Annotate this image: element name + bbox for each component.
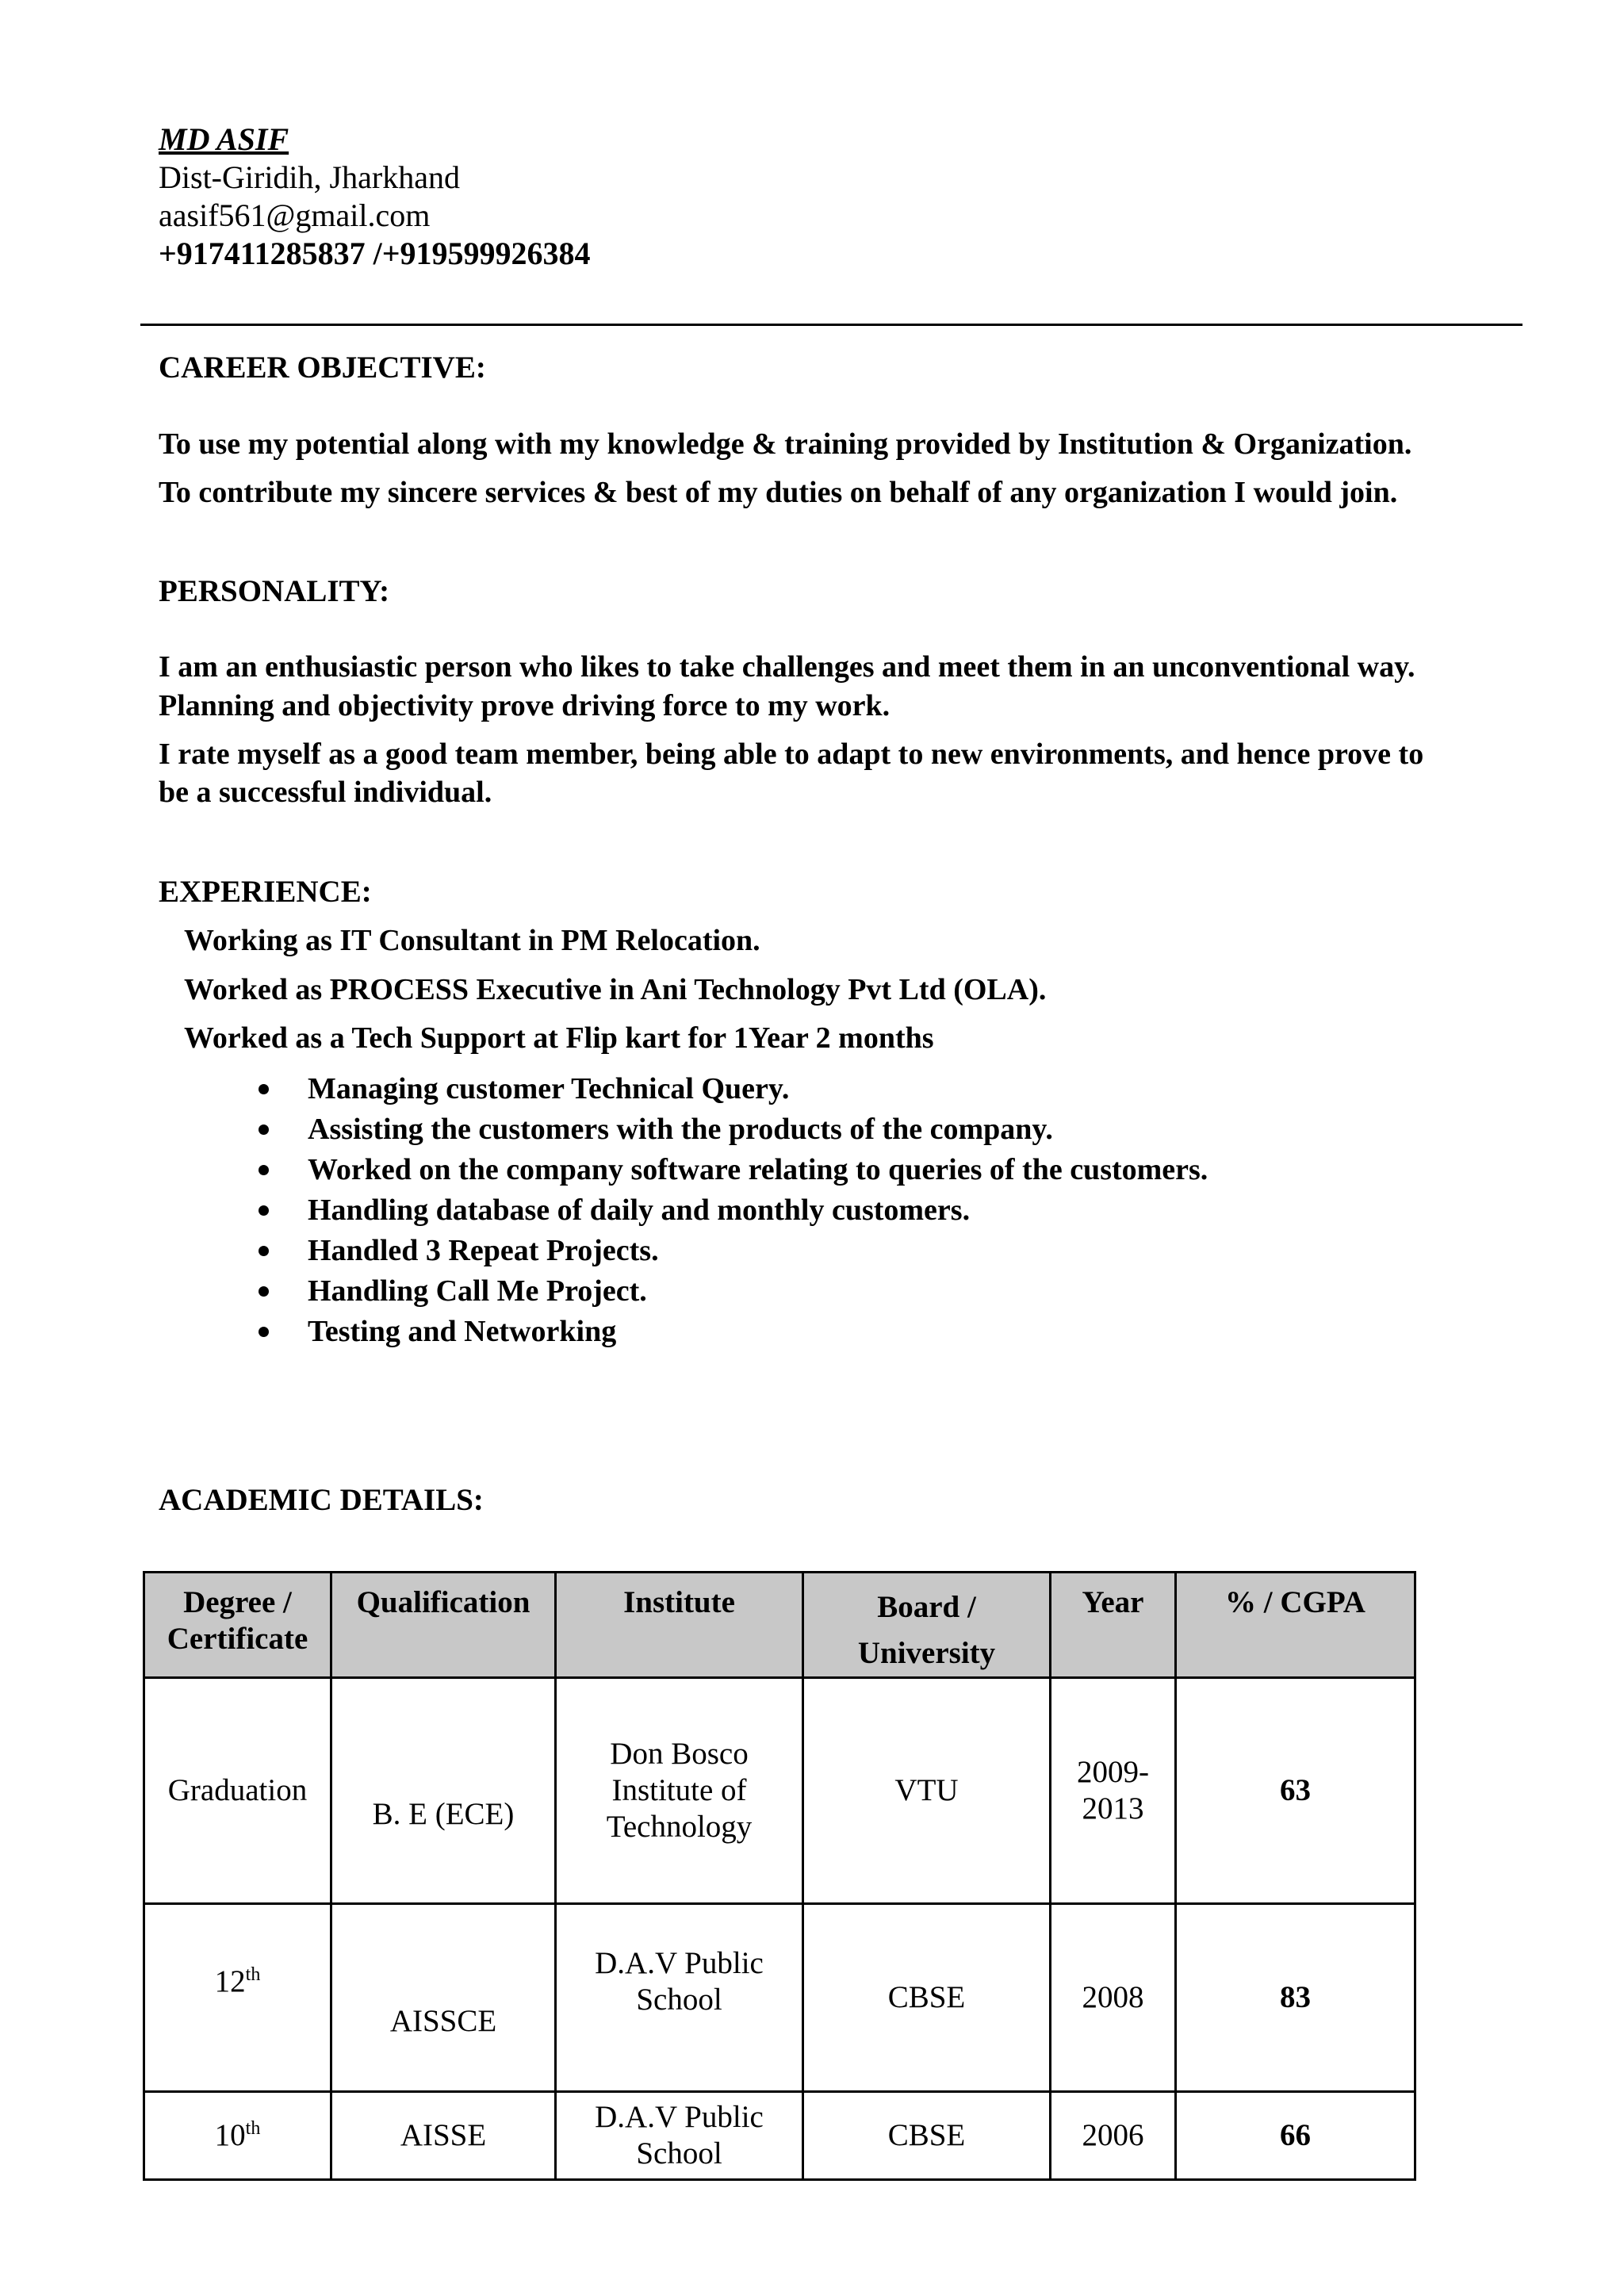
year-cell: 2006 [1051,2092,1176,2180]
experience-role: Working as IT Consultant in PM Relocation. [184,924,760,957]
column-header-board: Board / University [803,1573,1051,1678]
bullet-icon [259,1246,269,1256]
bullet-icon [259,1205,269,1216]
bullet-icon [259,1125,269,1135]
candidate-name: MD ASIF [159,121,289,157]
column-header-institute: Institute [556,1573,803,1678]
experience-role: Worked as PROCESS Executive in Ani Technology Pvt Ltd (OLA). [184,973,1047,1006]
board-cell: CBSE [803,1904,1051,2092]
qualification-cell: AISSCE [331,1904,556,2092]
degree-cell [144,2092,331,2180]
table-row [144,1904,1415,2092]
bullet-text: Handled 3 Repeat Projects. [308,1234,659,1267]
experience-role: Worked as a Tech Support at Flip kart for 1Year 2 months [184,1021,934,1055]
career-objective-heading: CAREER OBJECTIVE: [159,351,486,385]
bullet-text: Handling Call Me Project. [308,1274,647,1308]
table-row [144,1678,1415,1904]
bullet-text: Handling database of daily and monthly customers. [308,1193,971,1227]
career-objective-line: To use my potential along with my knowledge & training provided by Institution & Organization. [159,427,1412,461]
personality-heading: PERSONALITY: [159,574,390,608]
institute-cell: D.A.V Public School [556,1904,803,2092]
list-item [252,1109,1208,1150]
list-item [252,1231,1208,1271]
bullet-icon [259,1327,269,1337]
header-divider [140,324,1522,326]
column-header-cgpa: % / CGPA [1176,1573,1415,1678]
degree-text: 12 [214,1964,246,1998]
bullet-text: Worked on the company software relating to queries of the customers. [308,1153,1208,1186]
bullet-icon [259,1165,269,1175]
column-header-degree: Degree / Certificate [144,1573,331,1678]
table-header-row [144,1573,1415,1678]
year-cell: 2009-2013 [1051,1678,1176,1904]
experience-bullet-list [252,1069,1208,1352]
bullet-text: Assisting the customers with the products of the company. [308,1113,1053,1146]
cgpa-cell: 83 [1176,1904,1415,2092]
bullet-text: Managing customer Technical Query. [308,1072,790,1105]
table-row [144,2092,1415,2180]
experience-heading: EXPERIENCE: [159,875,372,909]
personality-line: I rate myself as a good team member, being able to adapt to new environments, and hence prove to [159,738,1424,771]
bullet-icon [259,1286,269,1297]
phone: +917411285837 /+919599926384 [159,236,591,271]
personality-line: I am an enthusiastic person who likes to take challenges and meet them in an unconventional way. [159,650,1415,684]
personality-line: Planning and objectivity prove driving force to my work. [159,689,891,722]
institute-cell: D.A.V Public School [556,2092,803,2180]
institute-cell: Don Bosco Institute of Technology [556,1678,803,1904]
qualification-cell: AISSE [331,2092,556,2180]
degree-sup: th [245,1964,261,1985]
board-cell: CBSE [803,2092,1051,2180]
address: Dist-Giridih, Jharkhand [159,159,460,195]
list-item [252,1069,1208,1109]
year-cell: 2008 [1051,1904,1176,2092]
academic-table [143,1571,1416,2181]
bullet-icon [259,1084,269,1094]
list-item [252,1312,1208,1352]
cgpa-cell: 63 [1176,1678,1415,1904]
board-cell: VTU [803,1678,1051,1904]
career-objective-line: To contribute my sincere services & best of my duties on behalf of any organization I would join. [159,476,1398,509]
degree-text: 10 [214,2118,246,2152]
degree-sup: th [245,2118,261,2139]
column-header-year: Year [1051,1573,1176,1678]
qualification-cell: B. E (ECE) [331,1678,556,1904]
list-item [252,1271,1208,1312]
cgpa-cell: 66 [1176,2092,1415,2180]
list-item [252,1190,1208,1231]
degree-cell [144,1678,331,1904]
list-item [252,1150,1208,1190]
column-header-qualification: Qualification [331,1573,556,1678]
personality-line: be a successful individual. [159,776,492,809]
degree-cell [144,1904,331,2092]
email: aasif561@gmail.com [159,197,431,233]
degree-text: Graduation [167,1773,308,1807]
academic-heading: ACADEMIC DETAILS: [159,1483,484,1517]
bullet-text: Testing and Networking [308,1315,617,1348]
